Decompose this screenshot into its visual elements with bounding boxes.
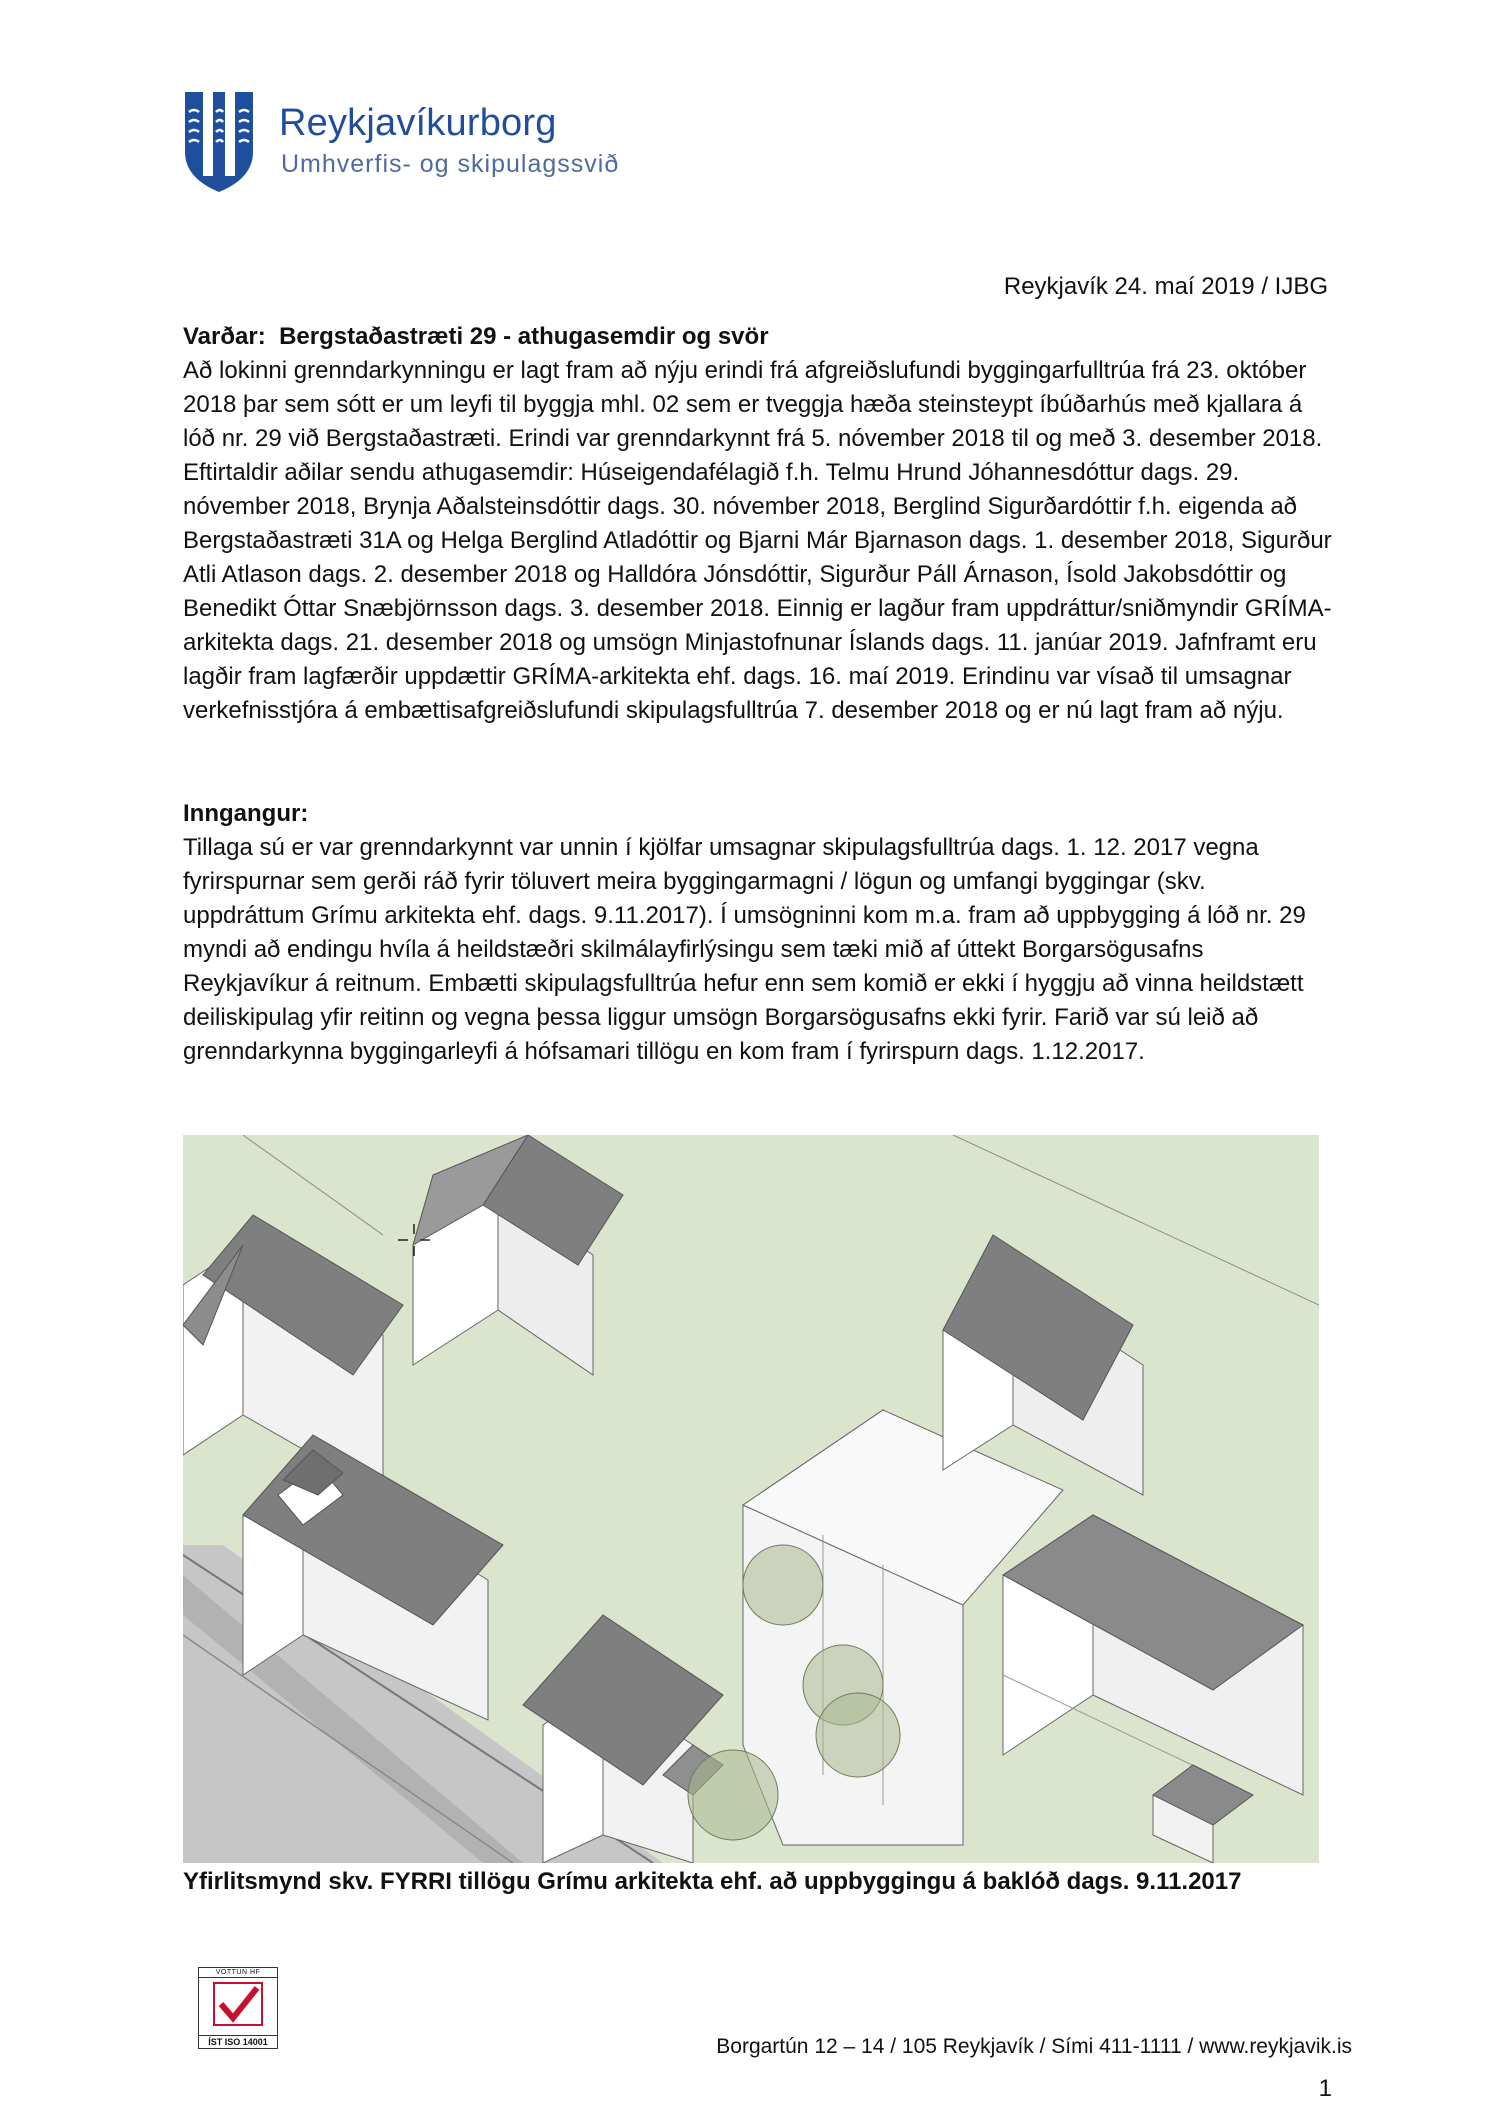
figure-caption: Yfirlitsmynd skv. FYRRI tillögu Grímu arkitekta ehf. að uppbyggingu á baklóð dags. 9.11.2017 <box>183 1868 1242 1895</box>
date-line: Reykjavík 24. maí 2019 / IJBG <box>1003 273 1328 300</box>
iso-certification-badge <box>198 1967 278 2049</box>
subject-label: Varðar: <box>183 323 266 350</box>
subject-section <box>183 320 1333 728</box>
reykjavik-logo <box>183 90 643 200</box>
site-overview-figure <box>183 1135 1319 1863</box>
isometric-site-drawing <box>183 1135 1319 1863</box>
cert-bottom-text: ÍST ISO 14001 <box>199 2035 277 2048</box>
intro-heading: Inngangur: <box>183 800 309 827</box>
org-name: Reykjavíkurborg <box>279 102 557 144</box>
checkmark-icon <box>213 1982 263 2026</box>
page-number: 1 <box>1318 2075 1332 2102</box>
footer-address: Borgartún 12 – 14 / 105 Reykjavík / Sími 411-1111 / www.reykjavik.is <box>716 2035 1352 2058</box>
subject-title: Bergstaðastræti 29 - athugasemdir og svör <box>279 323 769 350</box>
intro-section <box>183 797 1333 1069</box>
subject-body: Að lokinni grenndarkynningu er lagt fram að nýju erindi frá afgreiðslufundi byggingarfulltrúa frá 23. október 2018 þar sem sótt er um leyfi til byggja mhl. 02 sem er tveggja hæða steinsteypt íbúðarhús með kjallara á lóð nr. 29 við Bergstaðastræti. Erindi var grenndarkynnt frá 5. nóvember 2018 til og með 3. desember 2018. Eftirtaldir aðilar sendu athugasemdir: Húseigendafélagið f.h. Telmu Hrund Jóhannesdóttur dags. 29. nóvember 2018, Brynja Aðalsteinsdóttir dags. 30. nóvember 2018, Berglind Sigurðardóttir f.h. eigenda að Bergstaðastræti 31A og Helga Berglind Atladóttir og Bjarni Már Bjarnason dags. 1. desember 2018, Sigurður Atli Atlason dags. 2. desember 2018 og Halldóra Jónsdóttir, Sigurður Páll Árnason, Ísold Jakobsdóttir og Benedikt Óttar Snæbjörnsson dags. 3. desember 2018. Einnig er lagður fram uppdráttur/sniðmyndir GRÍMA-arkitekta dags. 21. desember 2018 og umsögn Minjastofnunar Íslands dags. 11. janúar 2019. Jafnframt eru lagðir fram lagfærðir uppdættir GRÍMA-arkitekta ehf. dags. 16. maí 2019. Erindinu var vísað til umsagnar verkefnisstjóra á embættisafgreiðslufundi skipulagsfulltrúa 7. desember 2018 og er nú lagt fram að nýju. <box>183 357 1332 724</box>
city-shield-icon <box>183 90 255 194</box>
department-name: Umhverfis- og skipulagssvið <box>281 150 620 178</box>
cert-top-text: VOTTUN HF <box>199 1968 277 1978</box>
intro-body: Tillaga sú er var grenndarkynnt var unnin í kjölfar umsagnar skipulagsfulltrúa dags. 1. 12. 2017 vegna fyrirspurnar sem gerði ráð fyrir töluvert meira byggingarmagni / lögun og umfangi byggingar (skv. uppdráttum Grímu arkitekta ehf. dags. 9.11.2017). Í umsögninni kom m.a. fram að uppbygging á lóð nr. 29 myndi að endingu hvíla á heildstæðri skilmálayfirlýsingu sem tæki mið af úttekt Borgarsögusafns Reykjavíkur á reitnum. Embætti skipulagsfulltrúa hefur enn sem komið er ekki í hyggju að vinna heildstætt deiliskipulag yfir reitinn og vegna þessa liggur umsögn Borgarsögusafns ekki fyrir. Farið var sú leið að grenndarkynna byggingarleyfi á hófsamari tillögu en kom fram í fyrirspurn dags. 1.12.2017. <box>183 834 1306 1065</box>
